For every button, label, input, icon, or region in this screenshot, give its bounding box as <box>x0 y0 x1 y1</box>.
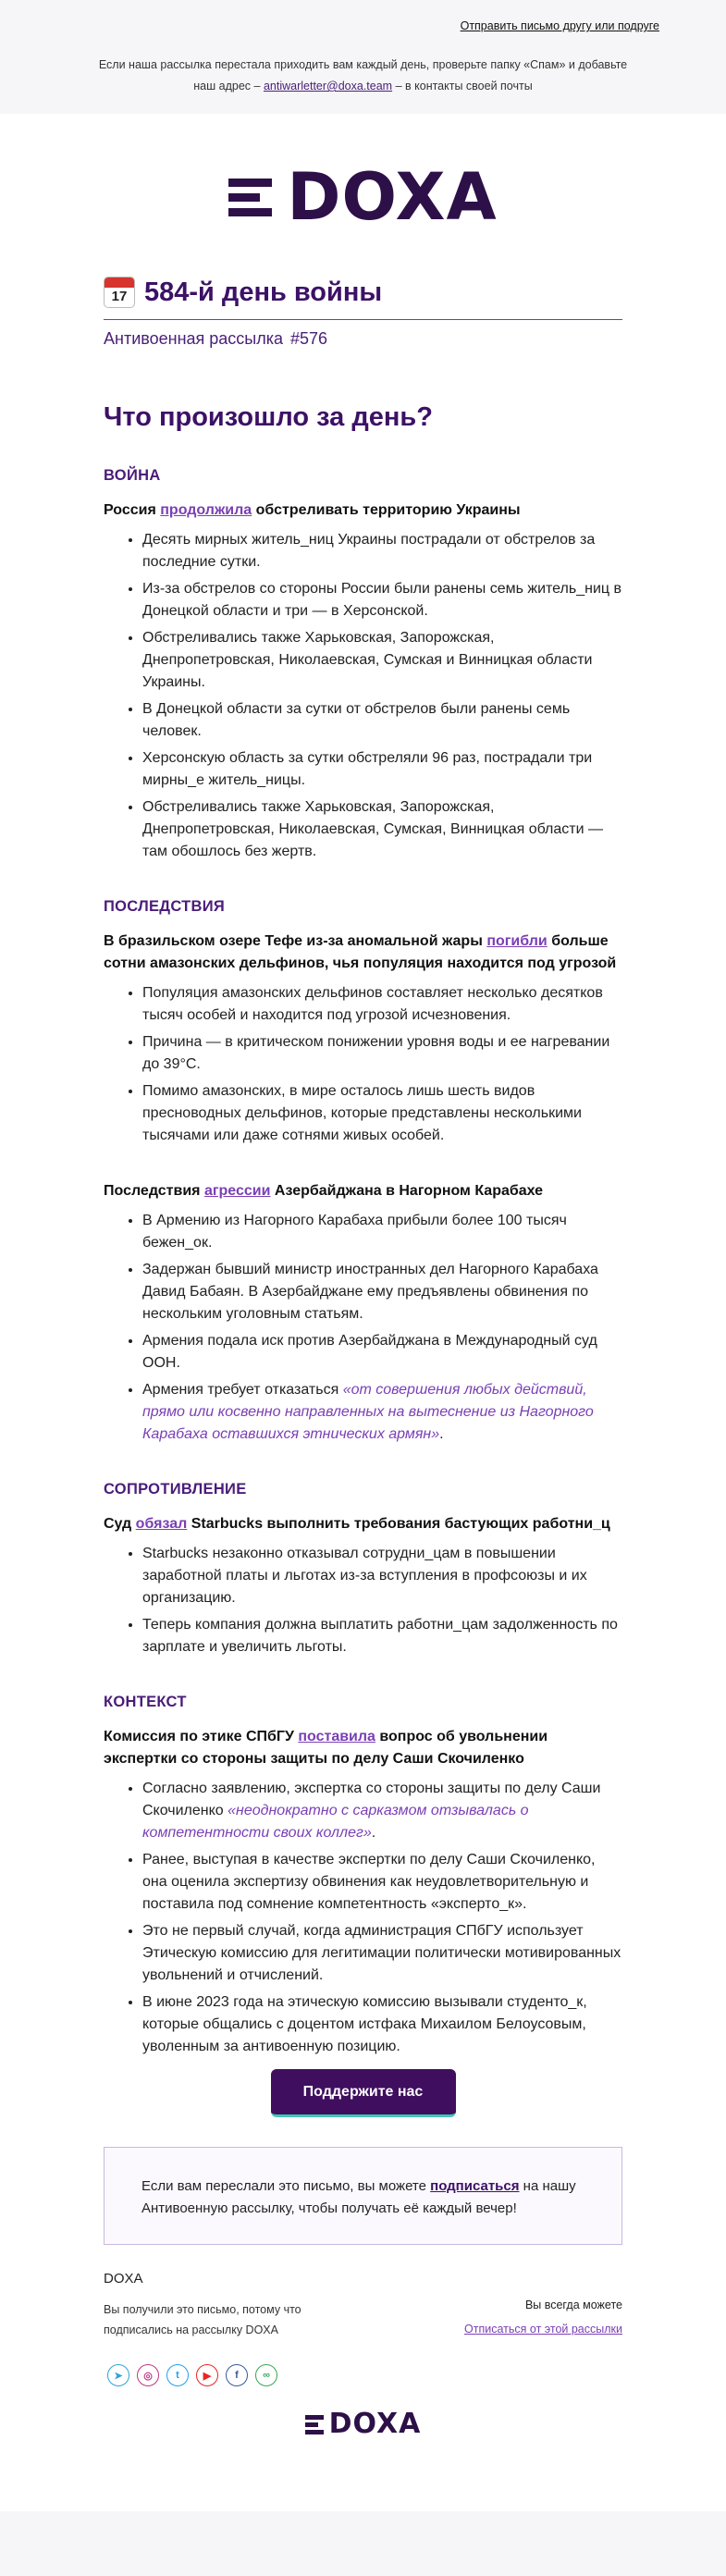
section-title: КОНТЕКСТ <box>104 1694 187 1710</box>
list-item: • В июне 2023 года на этическую комиссию вызывали студенто_к, которые общались с доцентом истфака Михаилом Белоусовым, уволенным за антивоенную позицию. <box>142 1991 622 2058</box>
list-item: • Из-за обстрелов со стороны России были ранены семь житель_ниц в Донецкой области и три — в Херсонской. <box>142 578 622 622</box>
bullet-text: . <box>371 1825 376 1841</box>
doxa-logo-text: DOXA <box>328 2408 422 2440</box>
list-item: • Популяция амазонских дельфинов составляет несколько десятков тысяч особей и находится под угрозой исчезновения. <box>142 982 622 1027</box>
spam-note-text: Если наша рассылка перестала приходить вам каждый день, проверьте папку «Спам» и добавьте наш адрес – <box>98 58 628 92</box>
bullet-text: Согласно заявлению, экспертка со стороны защиты по делу Саши Скочиленко <box>142 1781 601 1818</box>
story-headline <box>104 499 622 522</box>
day-title-text: 584-й день войны <box>144 277 383 307</box>
headline-link[interactable]: поставила <box>298 1729 375 1744</box>
headline-text: Комиссия по этике СПбГУ <box>104 1729 294 1744</box>
list-item: • Это не первый случай, когда администрация СПбГУ использует Этическую комиссию для легитимации политически мотивированных увольнений и отчислений. <box>142 1920 622 1987</box>
section-consequences <box>104 898 622 1446</box>
story <box>104 931 622 1147</box>
facebook-icon[interactable]: f <box>226 2364 248 2386</box>
story-headline <box>104 1726 622 1770</box>
today-heading: Что произошло за день? <box>104 402 433 432</box>
issue-number: #576 <box>290 329 328 348</box>
list-item: • Причина — в критическом понижении уровня воды и ее нагревании до 39°C. <box>142 1031 622 1076</box>
title-divider <box>104 319 622 320</box>
instagram-icon[interactable]: ◎ <box>137 2364 159 2386</box>
quote-text: «неоднократно с сарказмом отзывалась о компетентности своих коллег» <box>142 1803 529 1841</box>
story-headline <box>104 931 622 975</box>
headline-text: Starbucks выполнить требования бастующих работни_ц <box>191 1516 610 1532</box>
list-item <box>142 1379 622 1446</box>
list-item: • Помимо амазонских, в мире осталось лишь шесть видов пресноводных дельфинов, которые представлены несколькими тысячами или даже сотнями живых особей. <box>142 1080 622 1147</box>
quote-text: «от совершения любых действий, прямо или косвенно направленных на вытеснение из Нагорного Карабаха оставшихся этнических армян» <box>142 1382 594 1442</box>
doxa-logo[interactable] <box>228 159 498 235</box>
story <box>104 499 622 863</box>
forwarded-text: Если вам переслали это письмо, вы можете <box>142 2178 426 2194</box>
main-content <box>0 269 726 2511</box>
list-item: • Теперь компания должна выплатить работни_цам задолженность по зарплате и увеличить льготы. <box>142 1614 622 1658</box>
social-links <box>107 2364 622 2386</box>
list-item: • Десять мирных житель_ниц Украины пострадали от обстрелов за последние сутки. <box>142 529 622 573</box>
headline-text: Последствия <box>104 1183 201 1199</box>
list-item: • Обстреливались также Харьковская, Запорожская, Днепропетровская, Николаевская, Сумская, Винницкая области — там обошлось без жертв. <box>142 796 622 863</box>
doxa-logo-text: DOXA <box>287 159 498 235</box>
day-title <box>104 269 622 315</box>
headline-text: больше сотни амазонских дельфинов, чья популяция находится под угрозой <box>104 933 617 971</box>
doxa-logo-mark-icon <box>305 2415 324 2434</box>
headline-link[interactable]: обязал <box>135 1516 188 1532</box>
section-resistance <box>104 1481 622 1658</box>
header-logo[interactable] <box>0 114 726 260</box>
footer-unsubscribe-block <box>464 2293 622 2341</box>
headline-text: Россия <box>104 502 156 518</box>
forwarded-text: на нашу Антивоенную рассылку, чтобы получать её каждый вечер! <box>142 2178 576 2216</box>
headline-link[interactable]: продолжила <box>160 502 252 518</box>
spam-note-text-end: – в контакты своей почты <box>395 80 533 92</box>
issue-line <box>104 329 622 351</box>
footer-right-note: Вы всегда можете <box>524 2299 622 2311</box>
cta-wrap <box>104 2069 622 2117</box>
preheader <box>0 0 726 114</box>
footer-reason: Вы получили это письмо, потому что подписались на рассылку DOXA <box>104 2303 301 2336</box>
headline-text: Азербайджана в Нагорном Карабахе <box>274 1183 544 1199</box>
list-item: • Задержан бывший министр иностранных дел Нагорного Карабаха Давид Бабаян. В Азербайджане ему предъявлены обвинения по нескольким уголовным статьям. <box>142 1259 622 1325</box>
doxa-logo-small[interactable] <box>305 2410 422 2438</box>
unsubscribe-link[interactable]: Отписаться от этой рассылки <box>464 2323 622 2336</box>
story <box>104 1513 622 1658</box>
story-bullets <box>104 982 622 1147</box>
spam-note <box>0 55 726 97</box>
list-item: • Армения подала иск против Азербайджана в Международный суд ООН. <box>142 1330 622 1374</box>
story-bullets <box>104 1543 622 1658</box>
twitter-icon[interactable]: t <box>166 2364 189 2386</box>
list-item: • В Армению из Нагорного Карабаха прибыли более 100 тысяч бежен_ок. <box>142 1210 622 1254</box>
calendar-icon: 17 <box>104 277 135 308</box>
section-context <box>104 1694 622 2058</box>
story-headline <box>104 1513 622 1535</box>
section-war <box>104 467 622 863</box>
footer-brand: DOXA <box>104 2271 143 2286</box>
subscribe-link[interactable]: подписаться <box>430 2178 520 2194</box>
headline-link[interactable]: погибли <box>486 933 548 949</box>
headline-text: В бразильском озере Тефе из-за аномальной жары <box>104 933 483 949</box>
headline-text: вопрос об увольнении экспертки со стороны защиты по делу Саши Скочиленко <box>104 1729 548 1767</box>
telegram-icon[interactable]: ➤ <box>107 2364 129 2386</box>
story-headline <box>104 1180 622 1202</box>
list-item: • Ранее, выступая в качестве экспертки по делу Саши Скочиленко, она оценила экспертизу обвинения как неудовлетворительную и поставила под сомнение компетентность «эксперто_к». <box>142 1849 622 1916</box>
forward-to-friend-link[interactable]: Отправить письмо другу или подруге <box>460 19 659 32</box>
forwarded-subscribe-box <box>104 2147 622 2245</box>
headline-link[interactable]: агрессии <box>203 1183 271 1199</box>
headline-text: Суд <box>104 1516 132 1532</box>
bullet-text: Армения требует отказаться <box>142 1382 339 1398</box>
section-title: СОПРОТИВЛЕНИЕ <box>104 1481 247 1498</box>
issue-label: Антивоенная рассылка <box>104 329 284 348</box>
section-title: ВОЙНА <box>104 467 161 484</box>
bottom-bar <box>0 2511 726 2576</box>
list-item: • Starbucks незаконно отказывал сотрудни_цам в повышении заработной платы и льготах из-за вступления в профсоюзы и их организацию. <box>142 1543 622 1609</box>
bullet-text: . <box>439 1426 444 1442</box>
youtube-icon[interactable]: ▶ <box>196 2364 218 2386</box>
spam-email-link[interactable]: antiwarletter@doxa.team <box>263 80 393 92</box>
footer <box>104 2271 622 2511</box>
list-item: • Херсонскую область за сутки обстреляли 96 раз, пострадали три мирны_е житель_ницы. <box>142 747 622 792</box>
list-item: • В Донецкой области за сутки от обстрелов были ранены семь человек. <box>142 698 622 743</box>
list-item: • Обстреливались также Харьковская, Запорожская, Днепропетровская, Николаевская, Сумская и Винницкая области Украины. <box>142 627 622 694</box>
story <box>104 1726 622 2058</box>
list-item <box>142 1778 622 1844</box>
story-bullets <box>104 529 622 863</box>
headline-text: обстреливать территорию Украины <box>255 502 521 518</box>
story-bullets <box>104 1210 622 1446</box>
support-us-button[interactable]: Поддержите нас <box>271 2069 456 2117</box>
story <box>104 1180 622 1446</box>
footer-logo[interactable] <box>104 2410 622 2438</box>
doxa-logo-mark-icon <box>228 179 272 216</box>
link-icon[interactable]: ∞ <box>255 2364 277 2386</box>
section-title: ПОСЛЕДСТВИЯ <box>104 898 226 915</box>
story-bullets <box>104 1778 622 2058</box>
